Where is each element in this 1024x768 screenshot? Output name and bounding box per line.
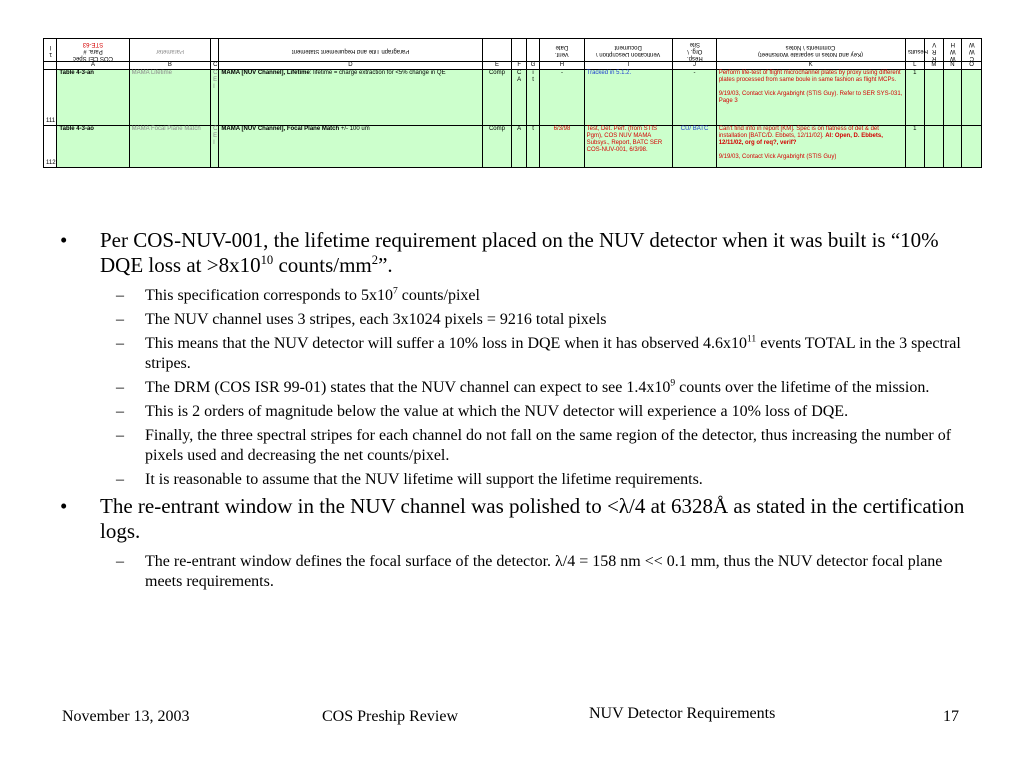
bullet-marker: • [60,494,68,518]
row-id: Table 4-3-ao [57,126,129,168]
row-category: C E I [211,70,219,126]
column-letter: M [925,62,944,70]
bullet-lifetime: • Per COS-NUV-001, the lifetime requirement placed on the NUV detector when it was built is “10% DQE loss at $>8x10^{10}$ counts/$mm^2$”. [60,228,939,277]
sub-bullet: – Finally, the three spectral stripes for each channel do not fall on the same region of the detector, thus increasing the number of pixels used and decreasing the net counts/pixel. [116,427,952,464]
column-letter: L [905,62,925,70]
row-verification: Test, Det. Perf. (from STIS Pgm), COS NUV MAMA Subsys., Report, BATC SER COS-NUV-001, 6/3/98. [584,126,673,168]
footer-slide-title: NUV Detector Requirements [589,705,776,722]
header-paragraph-title: Paragraph Title and Requirement Statement [291,47,410,54]
row-category: C E I [211,126,219,168]
column-letter: E [482,62,512,70]
row-number: 112 [44,126,57,168]
column-letter: B [129,62,211,70]
row-verification: Tracked in 5.1.2. [584,70,673,126]
column-letter-row [44,62,982,70]
row-resp: CU/ BATC [673,126,716,168]
row-result: 1 [905,126,925,168]
column-letter: N [943,62,962,70]
footer-date: November 13, 2003 [62,708,190,725]
row-notes: Perform life-test of flight microchannel plates by proxy using different plates processed from same boule in same fashion as flight MCPs. 9/19/03, Contact Vick Argabright (STIS Guy). Refer to SER SYS-031, Page 3 [716,70,905,126]
column-letter: J [673,62,716,70]
column-letter: H [540,62,584,70]
footer-event: COS Preship Review [322,708,458,725]
requirements-table [43,38,982,168]
row-date: - [540,70,584,126]
sub-bullet: – This means that the NUV detector will suffer a 10% loss in DQE when it has observed $4.6x10^{11}$ events TOTAL in the 3 spectral stripes. [116,333,961,372]
column-letter: C [211,62,219,70]
row-f: C A [512,70,526,126]
row-parameter: MAMA Focal Plane Match [129,126,211,168]
sub-bullet: – The NUV channel uses 3 stripes, each 3x1024 pixels = 9216 total pixels [116,311,607,328]
column-letter: F [512,62,526,70]
table-row [44,126,982,168]
row-resp: - [673,70,716,126]
row-comp: Comp [482,126,512,168]
column-letter: A [57,62,129,70]
row-date: 6/3/98 [540,126,584,168]
bullet-marker: • [60,228,68,252]
table-header-row [44,39,982,62]
sub-bullet: – The re-entrant window defines the focal surface of the detector. λ/4 = 158 nm << 0.1 mm, thus the NUV detector focal plane meets requirements. [116,553,943,590]
header-index: 1 I [48,44,52,57]
row-g: i t [526,70,539,126]
row-number: 111 [44,70,57,126]
row-parameter: MAMA Lifetime [129,70,211,126]
header-w2: W W H [949,40,956,61]
header-w3: C W W [968,40,975,61]
row-comp: Comp [482,70,512,126]
header-parameter: Parameter [155,47,184,54]
requirements-table-excerpt [43,38,982,177]
header-verification-description: Verification Description \ Document [596,44,661,57]
header-ste-label: STE-63 [82,40,104,47]
slide-body [60,228,970,596]
header-verif-date: Verif. Date [555,44,569,57]
header-w1: R R V [931,40,937,61]
sub-bullet: – This specification corresponds to $5x10^7$ counts/pixel [116,285,480,304]
row-title: MAMA [NUV Channel], Focal Plane Match +/- 100 um [219,126,482,168]
sub-bullet: – This is 2 orders of magnitude below the value at which the NUV detector will experience a 10% loss of DQE. [116,403,849,420]
sub-bullet: – The DRM (COS ISR 99-01) states that the NUV channel can expect to see $1.4x10^9$ counts over the lifetime of the mission. [116,377,930,396]
column-letter: K [716,62,905,70]
sub-bullet: – It is reasonable to assume that the NUV lifetime will support the lifetime requirements. [116,471,703,488]
column-letter: D [219,62,482,70]
row-title: MAMA [NUV Channel], Lifetime: lifetime = charge extraction for <5% change in QE [219,70,482,126]
header-spec-para: COS CEI Spec Para. # STE-63 [73,40,114,61]
header-comments: (Key and Notes in separate Worksheet) Comments \ Notes [758,44,864,57]
header-results: Results [907,47,928,54]
header-resp-org: Resp. Org. \ Site [686,40,703,61]
row-id: Table 4-3-an [57,70,129,126]
column-letter: G [526,62,539,70]
footer-page-number: 17 [943,708,959,725]
row-f: A [512,126,526,168]
column-letter: I [584,62,673,70]
bullet-reentrant-window: • The re-entrant window in the NUV channel was polished to <λ/4 at 6328Å as stated in the certification logs. [60,494,965,543]
row-notes: Can't find info in report [KM]. Spec is on flatness of det & det installation [BATC/D. Ebbets, 12/11/02]. AI: Open, D. Ebbets, 12/11/02, org of req?, verif? 9/19/03, Contact Vick Argabright (STIS Guy) [716,126,905,168]
row-g: t [526,126,539,168]
column-letter: O [962,62,982,70]
row-result: 1 [905,70,925,126]
table-row [44,70,982,126]
